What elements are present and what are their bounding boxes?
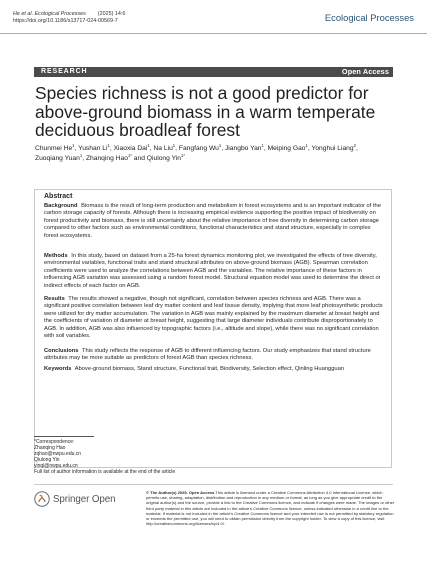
license-open-access: Open Access xyxy=(188,490,215,495)
author-name-text: Na Liu xyxy=(153,145,173,152)
author-name-text: Zuoqiang Yuan xyxy=(35,155,80,163)
abstract-results xyxy=(44,296,383,341)
author-name xyxy=(267,142,308,152)
author-name xyxy=(153,142,176,152)
license-statement xyxy=(146,490,395,526)
author-name-text: Fangfang Wu xyxy=(178,145,219,152)
open-access-label: Open Access xyxy=(341,67,389,76)
bottom-rule xyxy=(34,484,393,485)
abstract-heading: Abstract xyxy=(44,193,73,200)
author-affiliation-mark: 1 xyxy=(172,142,176,148)
author-affiliation-mark: 1 xyxy=(218,142,222,148)
author-name-text: Meiping Gao xyxy=(267,145,306,152)
running-header-citation xyxy=(13,11,125,25)
journal-name: Ecological Processes xyxy=(324,12,414,23)
author-affiliation-mark: 2 xyxy=(353,142,356,148)
author-name-text: Chunmei He xyxy=(35,145,73,152)
article-type-label: RESEARCH xyxy=(41,68,88,75)
author-name-text: Yushan Li xyxy=(78,145,108,152)
author-affiliation-mark: 1 xyxy=(147,142,150,148)
footnote-line: *Correspondence: xyxy=(34,439,75,445)
author-affiliation-mark: 1 xyxy=(79,153,83,159)
keywords-label: Keywords xyxy=(44,366,72,372)
author-affiliation-mark: 1 xyxy=(261,142,264,148)
results-text: The results showed a negative, though not significant, correlation between species richness and AGB. There was a significant positive correlation between leaf dry matter content and leaf tissue density, implying that more leaf photosynthetic products were utilized for dry matter accumulation. The variation in AGB was mainly explained by the maximum diameter at breast height and the coefficients of variation of diameter at breast height, suggesting that large diameter individuals contribute disproportionately to AGB. In addition, AGB was also influenced by topographic factors (i.e., altitude and slope), while there was no significant correlation with soil variables. xyxy=(44,296,383,340)
methods-text: In this study, based on dataset from a 25-ha forest dynamics monitoring plot, we investigated the effects of tree diversity, environmental variables, functional traits and stand structural attributes on above-ground biomass (AGB). Spearman correlation coefficients were used to analyze the correlations between AGB and the variables. The relative importance of these factors in influencing AGB variation was assessed using a random forest model. Structural equation model was used to determine the direct or indirect effects of each factor on AGB. xyxy=(44,253,381,289)
author-affiliation-mark: 1* xyxy=(127,153,132,159)
author-name xyxy=(35,155,82,162)
article-title: Species richness is not a good predictor for above-ground biomass in a warm temperate deciduous broadleaf forest xyxy=(35,83,376,141)
author-name-text: Jiangbo Yan xyxy=(224,145,262,152)
conclusions-label: Conclusions xyxy=(44,348,79,354)
abstract-keywords xyxy=(44,366,383,373)
author-name xyxy=(78,142,110,152)
header-rule xyxy=(0,33,427,34)
author-name-text: Yonghui Liang xyxy=(311,145,354,152)
abstract-methods xyxy=(44,253,383,290)
citation-year: (2025) 14:6 xyxy=(97,11,126,17)
author-name-text: Xiaoxia Dai xyxy=(113,145,148,152)
springer-open-icon xyxy=(34,491,50,507)
article-type-banner xyxy=(34,67,393,77)
keywords-text: Above-ground biomass, Stand structure, Functional trait, Biodiversity, Selection effect, Qinling Huangguan xyxy=(74,366,344,372)
author-affiliation-mark: 1* xyxy=(181,153,185,159)
license-text: This article is licensed under a Creative Commons Attribution 4.0 International License, which permits use, sharing, adaptation, distribution and reproduction in any medium or format, as long as you give appropriate credit to the original author(s) and the source, provide a link to the Creative Commons licence, and indicate if changes were made. The images or other third party material in this article are included in the article's Creative Commons licence, unless indicated otherwise in a credit line to the material. If material is not included in the article's Creative Commons licence and your intended use is not permitted by statutory regulation or exceeds the permitted use, you will need to obtain permission directly from the copyright holder. To view a copy of this licence, visit http://creativecommons.org/licenses/by/4.0/. xyxy=(146,490,395,527)
author-name xyxy=(35,142,75,152)
doi-link[interactable]: https://doi.org/10.1186/s13717-024-00569-7 xyxy=(13,18,118,24)
footnote-rule xyxy=(34,436,94,437)
results-label: Results xyxy=(44,296,65,302)
background-text: Biomass is the result of long-term production and metabolism in forest ecosystems and is an important indicator of the carbon storage capacity of forests. Although there is increasing empirical evidence supporting the positive impact of biodiversity on forest productivity and biomass, there is still uncertainty about the relative importance of tree diversity in determining carbon storage compared to other factors such as environmental conditions, functional characteristics and stand structure, especially in complex forest ecosystems. xyxy=(44,203,381,239)
publisher-logo xyxy=(34,491,115,507)
footnote-line: Zhanqing Hao xyxy=(34,445,66,452)
correspondence-footnote xyxy=(34,439,234,476)
abstract-conclusions xyxy=(44,348,383,363)
methods-label: Methods xyxy=(44,253,68,259)
publisher-name: Springer Open xyxy=(53,493,116,505)
author-affiliation-mark: 1 xyxy=(107,142,110,148)
footnote-email[interactable]: zqhao@nwpu.edu.cn xyxy=(34,451,82,458)
author-name xyxy=(147,155,185,162)
abstract-background xyxy=(44,203,383,240)
author-name xyxy=(113,142,150,152)
footnote-email[interactable]: yinql@nwpu.edu.cn xyxy=(34,463,78,470)
author-name-text: Zhanqing Hao xyxy=(85,155,128,163)
author-name xyxy=(224,142,264,152)
author-name xyxy=(178,142,222,152)
author-list: Chunmei He$^1$, Yushan Li$^1$, Xiaoxia Dai$^1$, Na Liu$^1$, Fangfang Wu$^1$, Jiangbo Yan$^1$, Meiping Gao$^1$, Yonghui Liang$^2$, Zuoqiang Yuan$^1$, Zhanqing Hao$^{1*}$ and Qiulong Yin$^{1*}$ xyxy=(35,142,358,163)
author-affiliation-mark: 1 xyxy=(72,142,75,148)
footnote-line: Qiulong Yin xyxy=(34,457,60,464)
author-name-text: Qiulong Yin xyxy=(146,155,182,163)
background-label: Background xyxy=(44,203,78,209)
author-name xyxy=(311,142,356,152)
author-affiliation-mark: 1 xyxy=(305,142,308,148)
author-name xyxy=(86,155,132,162)
license-copyright: © The Author(s) 2025. xyxy=(146,490,188,495)
conclusions-text: This study reflects the response of AGB to different influencing factors. Our study emphasizes that stand structure attributes may be more suitable as predictors of forest AGB than species richness. xyxy=(44,348,371,362)
footnote-line: Full list of author information is available at the end of the article xyxy=(34,469,176,476)
citation-authors: He et al. Ecological Processes xyxy=(13,11,86,17)
